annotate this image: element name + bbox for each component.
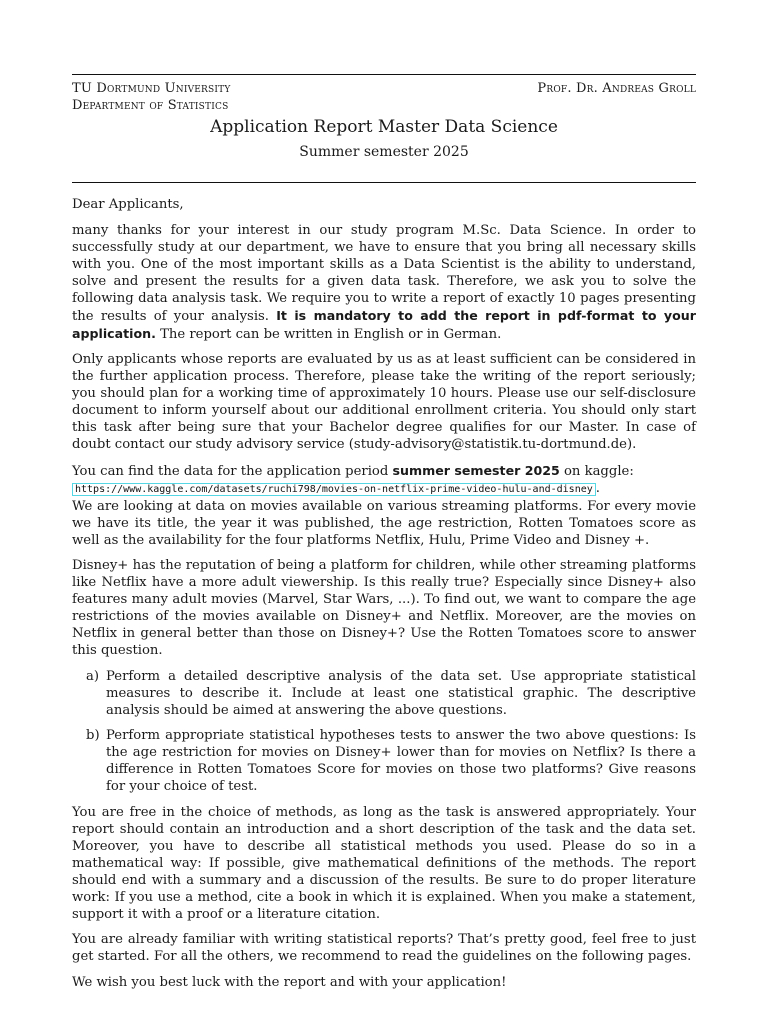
- intro-text: many thanks for your interest in our study program M.Sc. Data Science. In order to successfully study at our department, we have to ensure that you bring all necessary skills with you. One of the most important skills as a Data Scientist is the ability to understand, solve and present the results for a given data task. Therefore, we ask you to solve the following data analysis task. We require you to write a report of exactly 10 pages presenting the results of your analysis.: [72, 222, 696, 324]
- header-top-rule: [72, 74, 696, 75]
- research-question-paragraph: Disney+ has the reputation of being a platform for children, while other streaming platforms like Netflix have a more adult viewership. Is this really true? Especially since Disney+ also features many adult movies (Marvel, Star Wars, ...). To find out, we want to compare the age restrictions of the movies available on Disney+ and Netflix. Moreover, are the movies on Netflix in general better than those on Disney+? Use the Rotten Tomatoes score to answer this question.: [72, 558, 696, 658]
- university-name: TU Dortmund University: [72, 81, 231, 96]
- mandatory-notice: It is mandatory to add the report in pdf-format to your application.: [72, 307, 696, 341]
- data-source-text-after: on kaggle:: [559, 463, 634, 479]
- letter-body: [72, 196, 696, 999]
- professor-name: Prof. Dr. Andreas Groll: [537, 81, 696, 96]
- application-period: summer semester 2025: [392, 462, 560, 478]
- task-marker: a): [86, 668, 100, 684]
- link-trailing-punctuation: .: [595, 480, 600, 496]
- department-name: Department of Statistics: [72, 98, 229, 113]
- methods-paragraph: You are free in the choice of methods, as long as the task is answered appropriately. Your report should contain an introduction and a short description of the task and the data set. Moreover, you have to describe all statistical methods you used. Please do so in a mathematical way: If possible, give mathematical definitions of the methods. The report should end with a summary and a discussion of the results. Be sure to do proper literature work: If you use a method, cite a book in which it is explained. When you make a statement, support it with a proof or a literature citation.: [72, 804, 696, 922]
- closing-line: We wish you best luck with the report and with your application!: [72, 974, 507, 990]
- data-source-text: You can find the data for the application period: [72, 463, 393, 479]
- intro-text-after: The report can be written in English or in German.: [155, 326, 502, 342]
- task-marker: b): [86, 728, 100, 743]
- list-item: [72, 727, 696, 795]
- document-subtitle: Summer semester 2025: [299, 144, 469, 160]
- document-title: Application Report Master Data Science: [210, 117, 558, 137]
- data-source-paragraph: [72, 462, 696, 549]
- salutation: Dear Applicants,: [72, 197, 184, 212]
- header-bottom-rule: [72, 182, 696, 183]
- requirements-paragraph: Only applicants whose reports are evaluated by us as at least sufficient can be considered in the further application process. Therefore, please take the writing of the report seriously; you should plan for a working time of approximately 10 hours. Please use our self-disclosure document to inform yourself about our additional enrollment criteria. You should only start this task after being sure that your Bachelor degree qualifies for our Master. In case of doubt contact our study advisory service (study-advisory@statistik.tu-dortmund.de).: [72, 352, 696, 452]
- list-item: [72, 668, 696, 719]
- header-institution: [72, 80, 231, 114]
- data-description: We are looking at data on movies available on various streaming platforms. For every movie we have its title, the year it was published, the age restriction, Rotten Tomatoes score as well as the availability for the four platforms Netflix, Hulu, Prime Video and Disney +.: [72, 498, 696, 548]
- task-text: Perform appropriate statistical hypotheses tests to answer the two above questions: Is the age restriction for movies on Disney+ lower than for movies on Netflix? Is there a difference in Rotten Tomatoes Score for movies on those two platforms? Give reasons for your choice of test.: [106, 728, 696, 794]
- task-list: [72, 668, 696, 796]
- guidelines-paragraph: You are already familiar with writing statistical reports? That’s pretty good, feel free to just get started. For all the others, we recommend to read the guidelines on the following pages.: [72, 932, 696, 964]
- intro-paragraph: [72, 222, 696, 343]
- kaggle-link[interactable]: https://www.kaggle.com/datasets/ruchi798/movies-on-netflix-prime-video-hulu-and-disney: [72, 483, 596, 496]
- task-text: Perform a detailed descriptive analysis of the data set. Use appropriate statistical measures to describe it. Include at least one statistical graphic. The descriptive analysis should be aimed at answering the above questions.: [106, 668, 696, 718]
